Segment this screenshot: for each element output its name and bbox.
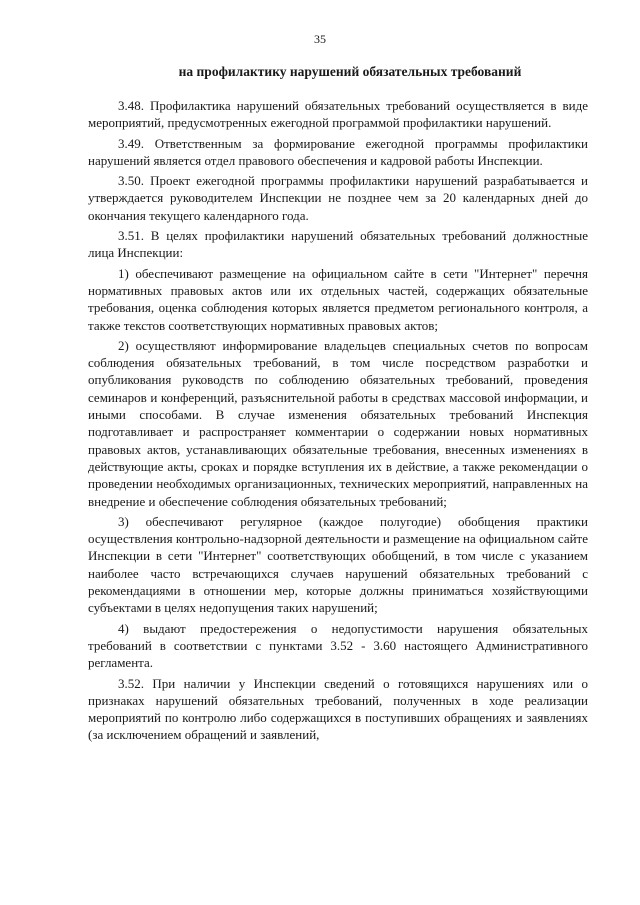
paragraph-3-51: 3.51. В целях профилактики нарушений обязательных требований должностные лица Инспекции: (88, 228, 588, 261)
list-item-2: 2) осуществляют информирование владельцев специальных счетов по вопросам соблюдения обязательных требований, в том числе посредством разработки и опубликования руководств по соблюдению обязательных требований, проведения семинаров и конференций, разъяснительной работы в средствах массовой информации, и иными способами. В случае изменения обязательных требований Инспекция подготавливает и распространяет комментарии о содержании новых нормативных правовых актов, устанавливающих обязательные требования, внесенных изменениях в действующие акты, сроках и порядке вступления их в действие, а также рекомендации о проведении необходимых организационных, технических мероприятий, направленных на внедрение и обеспечение соблюдения обязательных требований; (88, 337, 588, 509)
section-heading: на профилактику нарушений обязательных требований (178, 64, 522, 79)
page-number: 35 (314, 32, 326, 46)
paragraph-3-48: 3.48. Профилактика нарушений обязательных требований осуществляется в виде мероприятий, предусмотренных ежегодной программой профилактики нарушений. (88, 98, 588, 131)
paragraph-3-49: 3.49. Ответственным за формирование ежегодной программы профилактики нарушений является отдел правового обеспечения и кадровой работы Инспекции. (88, 135, 588, 168)
list-item-1: 1) обеспечивают размещение на официальном сайте в сети "Интернет" перечня нормативных правовых актов или их отдельных частей, содержащих обязательные требования, оценка соблюдения которых является предметом регионального контроля, а также текстов соответствующих нормативных правовых актов; (88, 265, 588, 333)
paragraph-3-50: 3.50. Проект ежегодной программы профилактики нарушений разрабатывается и утверждается руководителем Инспекции не позднее чем за 20 календарных дней до окончания текущего календарного года. (88, 173, 588, 223)
paragraph-3-52: 3.52. При наличии у Инспекции сведений о готовящихся нарушениях или о признаках нарушений обязательных требований, полученных в ходе реализации мероприятий по контролю либо содержащихся в поступивших обращениях и заявлениях (за исключением обращений и заявлений, (88, 675, 588, 743)
list-item-3: 3) обеспечивают регулярное (каждое полугодие) обобщения практики осуществления контрольно-надзорной деятельности и размещение на официальном сайте Инспекции в сети "Интернет" соответствующих обобщений, в том числе с указанием наиболее часто встречающихся случаев нарушений обязательных требований с рекомендациями в отношении мер, которые должны приниматься хозяйствующими субъектами в целях недопущения таких нарушений; (88, 513, 588, 616)
document-body (88, 97, 588, 747)
list-item-4: 4) выдают предостережения о недопустимости нарушения обязательных требований в соответствии с пунктами 3.52 - 3.60 настоящего Административного регламента. (88, 620, 588, 671)
